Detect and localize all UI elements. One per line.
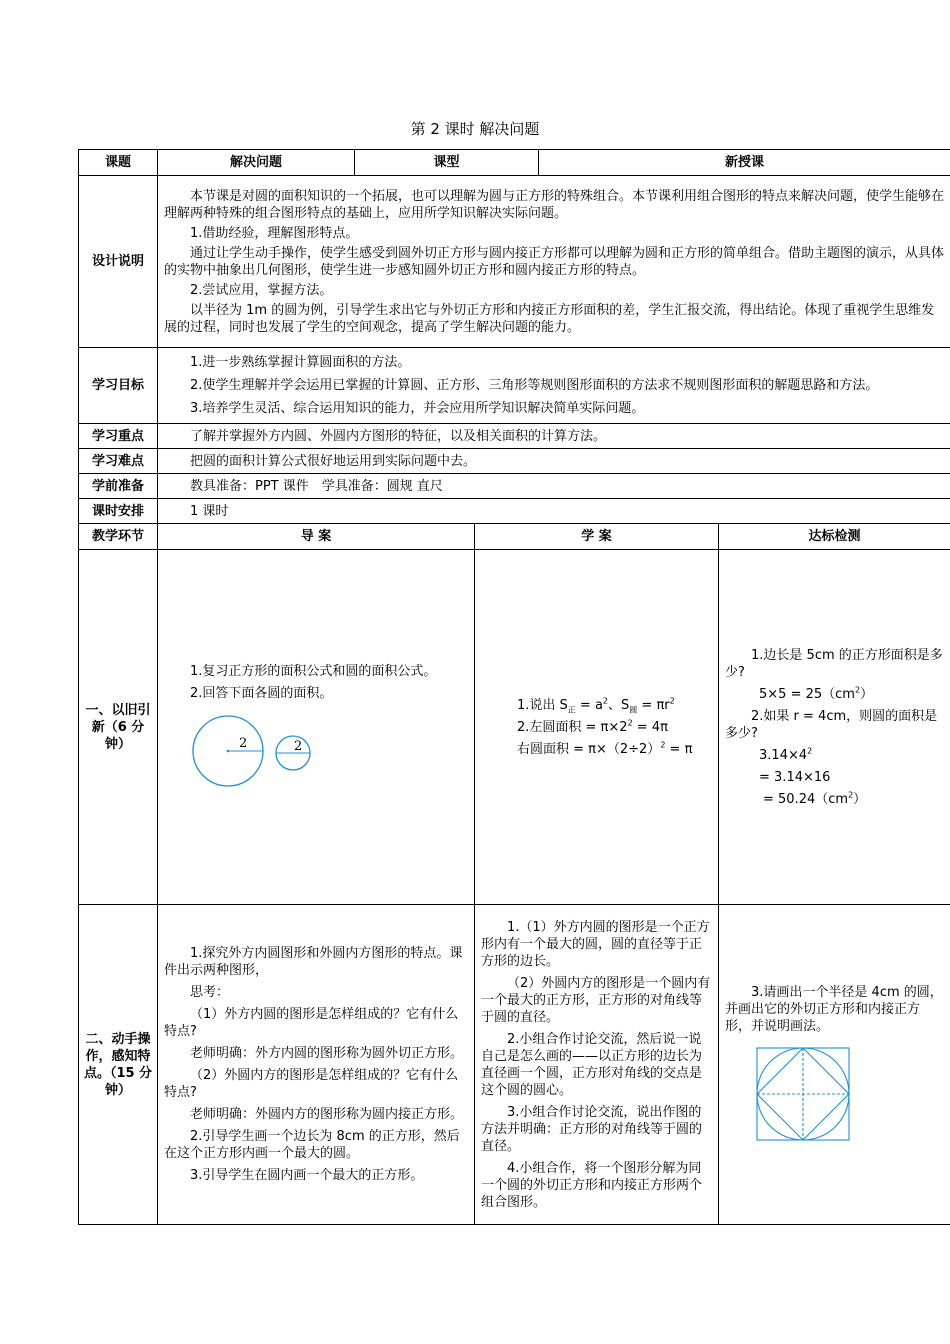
difficulty-label: 学习难点	[79, 449, 158, 474]
topic-label: 课题	[79, 150, 158, 176]
key-point-row	[79, 424, 950, 449]
goals-label: 学习目标	[79, 348, 158, 424]
section1-label: 一、以旧引新（6 分钟）	[79, 550, 158, 905]
design-para: 2.尝试应用，掌握方法。	[190, 282, 333, 298]
check-a2-line1: $3.14\times 4^2$	[759, 746, 813, 763]
type-label: 课型	[355, 150, 539, 176]
section1-row	[79, 550, 950, 905]
guide-item: 老师明确：外圆内方的图形称为圆内接正方形。	[190, 1107, 464, 1122]
section2-row	[79, 905, 950, 1225]
guide-item: （1）外方内圆的图形是怎样组成的？它有什么特点?	[164, 1007, 459, 1039]
col-study: 学 案	[475, 524, 719, 550]
section1-guide	[158, 550, 475, 905]
big-circle-label: 2	[239, 736, 248, 751]
section1-study	[475, 550, 719, 905]
guide-item: 2.引导学生画一个边长为 8cm 的正方形，然后在这个正方形内画一个最大的圆。	[164, 1129, 460, 1161]
schedule-row	[79, 499, 950, 524]
small-circle-label: 2	[294, 739, 303, 754]
study-formula-line: 1.说出 $S_正 = a^2$、$S_圆 = \pi r^2$	[517, 696, 675, 715]
columns-row	[79, 524, 950, 550]
schedule-label: 课时安排	[79, 499, 158, 524]
difficulty-text: 把圆的面积计算公式很好地运用到实际问题中去。	[190, 453, 477, 469]
big-center	[227, 750, 230, 753]
check-a1: $5\times 5 = 25(cm^2)$	[759, 685, 874, 702]
lesson-plan-table	[78, 149, 950, 1225]
prep-row	[79, 474, 950, 499]
key-point-label: 学习重点	[79, 424, 158, 449]
page-title: 第 2 课时 解决问题	[410, 120, 540, 138]
design-para: 以半径为 1m 的圆为例，引导学生求出它与外切正方形和内接正方形面积的差，学生汇报交流，得出结论。体现了重视学生思维发展的过程，同时也发展了学生的空间观念，提高了学生解决问题的能力。	[164, 302, 935, 335]
section2-check	[719, 905, 950, 1225]
goal-item: 1.进一步熟练掌握计算圆面积的方法。	[190, 355, 411, 370]
guide-item: 3.引导学生在圆内画一个最大的正方形。	[190, 1168, 424, 1183]
goal-item: 3.培养学生灵活、综合运用知识的能力，并会应用所学知识解决简单实际问题。	[190, 401, 645, 416]
section2-guide	[158, 905, 475, 1225]
study-item: 1.（1）外方内圆的图形是一个正方形内有一个最大的圆，圆的直径等于正方形的边长。	[481, 919, 710, 969]
design-row	[79, 176, 950, 348]
col-stage: 教学环节	[79, 524, 158, 550]
guide-item: 2.回答下面各圆的面积。	[190, 686, 333, 701]
study-left-circle-line: 2.左圆面积 = $\pi\times 2^2 = 4\pi$	[517, 718, 668, 735]
type-value: 新授课	[539, 150, 950, 176]
study-item: 2.小组合作讨论交流，然后说一说自己是怎么画的——以正方形的边长为直径画一个圆，正方形对角线的交点是这个圆的圆心。	[481, 1031, 703, 1098]
section2-label: 二、动手操作，感知特点。（15 分钟）	[79, 905, 158, 1225]
goal-item: 2.使学生理解并学会运用已掌握的计算圆、正方形、三角形等规则图形面积的方法求不规则图形面积的解题思路和方法。	[190, 378, 879, 393]
design-para: 1.借助经验，理解图形特点。	[190, 225, 359, 241]
design-para: 通过让学生动手操作，使学生感受到圆外切正方形与圆内接正方形都可以理解为圆和正方形的简单组合。借助主题图的演示，从具体的实物中抽象出几何图形，使学生进一步感知圆外切正方形和圆内接正方形的特点。	[164, 245, 945, 278]
study-item: 3.小组合作讨论交流，说出作图的方法并明确：正方形的对角线等于圆的直径。	[481, 1104, 703, 1154]
topic-value: 解决问题	[158, 150, 355, 176]
study-item: （2）外圆内方的图形是一个圆内有一个最大的正方形，正方形的对角线等于圆的直径。	[481, 975, 711, 1025]
guide-item: 老师明确：外方内圆的图形称为圆外切正方形。	[190, 1046, 464, 1061]
header-row	[79, 150, 950, 176]
difficulty-row	[79, 449, 950, 474]
check-a2-line3: = $50.24(cm^2)$	[763, 790, 867, 807]
check-q3: 3.请画出一个半径是 4cm 的圆，并画出它的外切正方形和内接正方形，并说明画法。	[725, 984, 943, 1034]
schedule-text: 1 课时	[190, 503, 229, 519]
goals-row	[79, 348, 950, 424]
guide-item: 1.探究外方内圆图形和外圆内方图形的特点。课件出示两种图形，	[164, 946, 463, 978]
goals-content	[158, 348, 950, 424]
study-right-circle-line: 右圆面积 = $\pi\times(2\div 2)^2 = \pi$	[517, 740, 693, 757]
key-point-text: 了解并掌握外方内圆、外圆内方图形的特征，以及相关面积的计算方法。	[190, 428, 607, 444]
design-label: 设计说明	[79, 176, 158, 348]
design-para: 本节课是对圆的面积知识的一个拓展，也可以理解为圆与正方形的特殊组合。本节课利用组合图形的特点来解决问题，使学生能够在理解两种特殊的组合图形特点的基础上，应用所学知识解决实际问题。	[164, 188, 945, 221]
col-guide: 导 案	[158, 524, 475, 550]
guide-item: （2）外圆内方的图形是怎样组成的？它有什么特点?	[164, 1068, 459, 1100]
col-check: 达标检测	[719, 524, 950, 550]
guide-item: 思考：	[190, 985, 230, 1000]
circle-square-figure	[755, 1046, 855, 1146]
section2-study	[475, 905, 719, 1225]
section1-check	[719, 550, 950, 905]
study-item: 4.小组合作，将一个图形分解为同一个圆的外切正方形和内接正方形两个组合图形。	[481, 1160, 703, 1210]
check-q2: 2.如果 r = 4cm，则圆的面积是多少?	[725, 708, 938, 741]
check-a2-line2: = 3.14×16	[759, 769, 831, 785]
design-content	[158, 176, 950, 348]
prep-text: 教具准备：PPT 课件 学具准备：圆规 直尺	[190, 478, 443, 494]
check-q1: 1.边长是 5cm 的正方形面积是多少?	[725, 647, 943, 680]
circles-figure	[192, 711, 332, 791]
guide-item: 1.复习正方形的面积公式和圆的面积公式。	[190, 664, 437, 679]
prep-label: 学前准备	[79, 474, 158, 499]
